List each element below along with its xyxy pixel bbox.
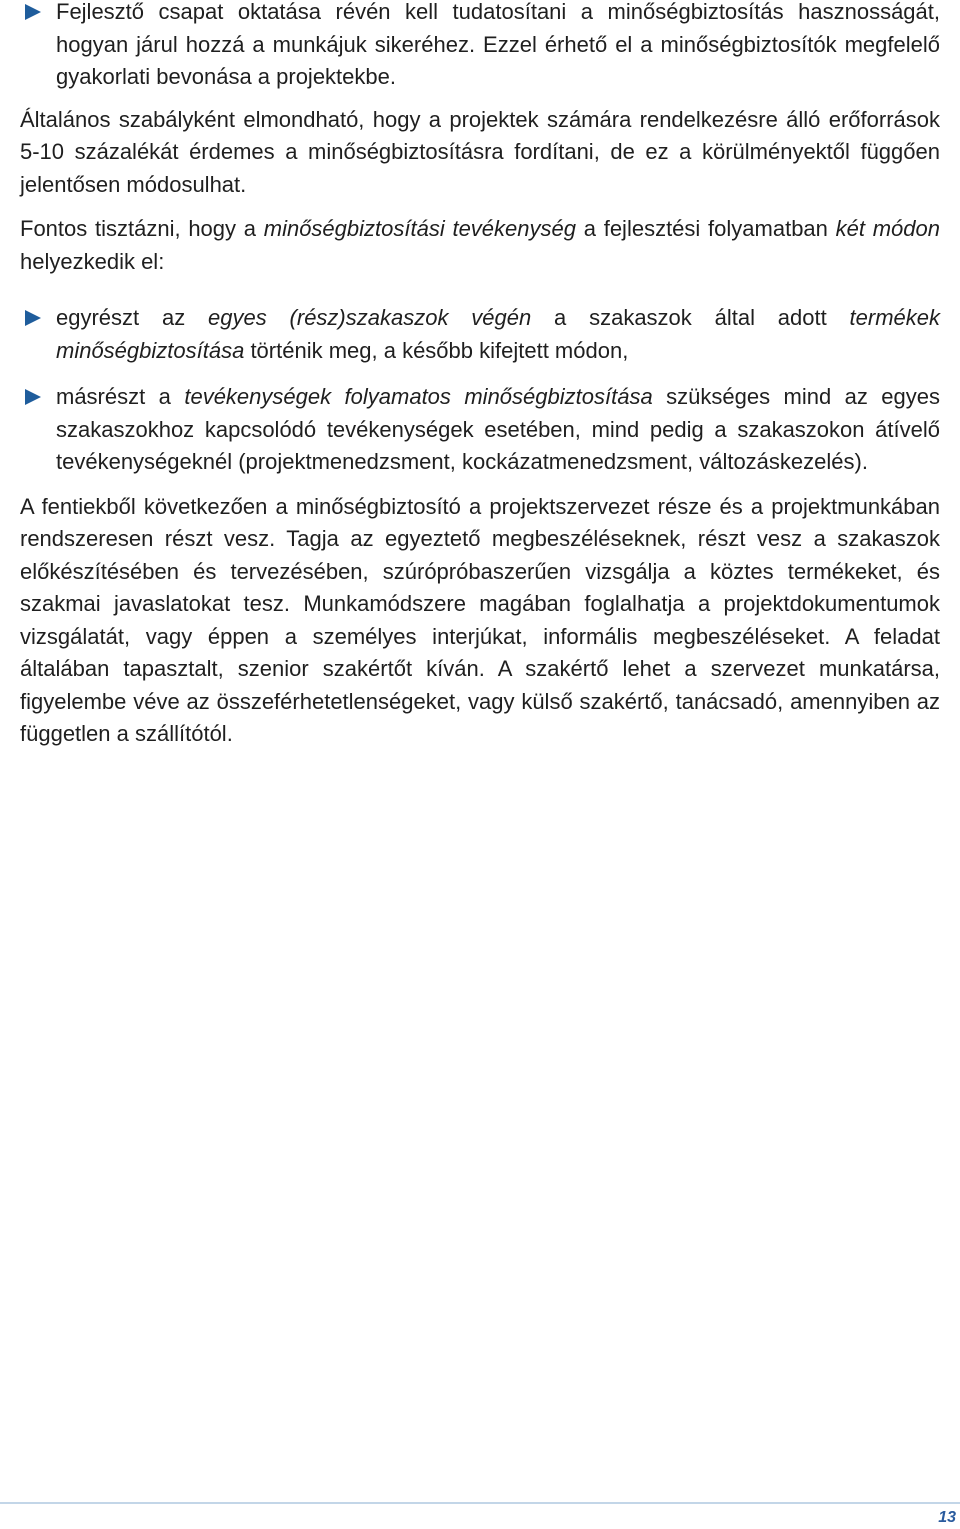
triangle-bullet-icon (24, 309, 42, 327)
bullet-text: Fejlesztő csapat oktatása révén kell tudatosítani a minőségbiztosítás hasznosságát, hogyan járul hozzá a munkájuk sikeréhez. Ezzel érhető el a minőségbiztosítók megfelelő gyakorlati bevonása a projektekbe. (56, 0, 940, 89)
bullet-item-phase-end-qa (20, 302, 940, 367)
page-number: 13 (938, 1509, 956, 1526)
paragraph-qa-activity: Fontos tisztázni, hogy a minőségbiztosítási tevékenység a fejlesztési folyamatban két módon helyezkedik el: (20, 216, 940, 274)
triangle-bullet-icon (24, 388, 42, 406)
paragraph-qa-role: A fentiekből következően a minőségbiztosító a projektszervezet része és a projektmunkában rendszeresen részt vesz. Tagja az egyeztető megbeszéléseknek, részt vesz a szakaszok előkészítésében és tervezésében, szúrópróbaszerűen vizsgálja a köztes termékeket, és szakmai javaslatokat tesz. Munkamódszere magában foglalhatja a projektdokumentumok vizsgálatát, vagy éppen a személyes interjúkat, informális megbeszéléseket. A feladat általában tapasztalt, szenior szakértőt kíván. A szakértő lehet a szervezet munkatársa, figyelembe véve az összeférhetetlenségeket, vagy külső szakértő, tanácsadó, amennyiben az független a szállítótól. (20, 493, 940, 746)
paragraph-resources: Általános szabályként elmondható, hogy a projektek számára rendelkezésre álló erőforrások 5-10 százalékát érdemes a minőségbiztosításra fordítani, de ez a körülményektől függően jelentősen módosulhat. (20, 106, 940, 197)
triangle-bullet-icon (24, 3, 42, 21)
bullet-text: másrészt a tevékenységek folyamatos minőségbiztosítása szükséges mind az egyes szakaszokhoz kapcsolódó tevékenységek esetében, mind pedig a szakaszokon átívelő tevékenységeknél (projektmenedzsment, kockázatmenedzsment, változáskezelés). (56, 384, 940, 474)
bullet-item-continuous-qa (20, 381, 940, 479)
document-page (20, 0, 940, 751)
bullet-text: egyrészt az egyes (rész)szakaszok végén a szakaszok által adott termékek minőségbiztosítása történik meg, a később kifejtett módon, (56, 305, 941, 363)
bullet-item-developer-training (20, 0, 940, 94)
footer-divider (0, 1502, 960, 1504)
